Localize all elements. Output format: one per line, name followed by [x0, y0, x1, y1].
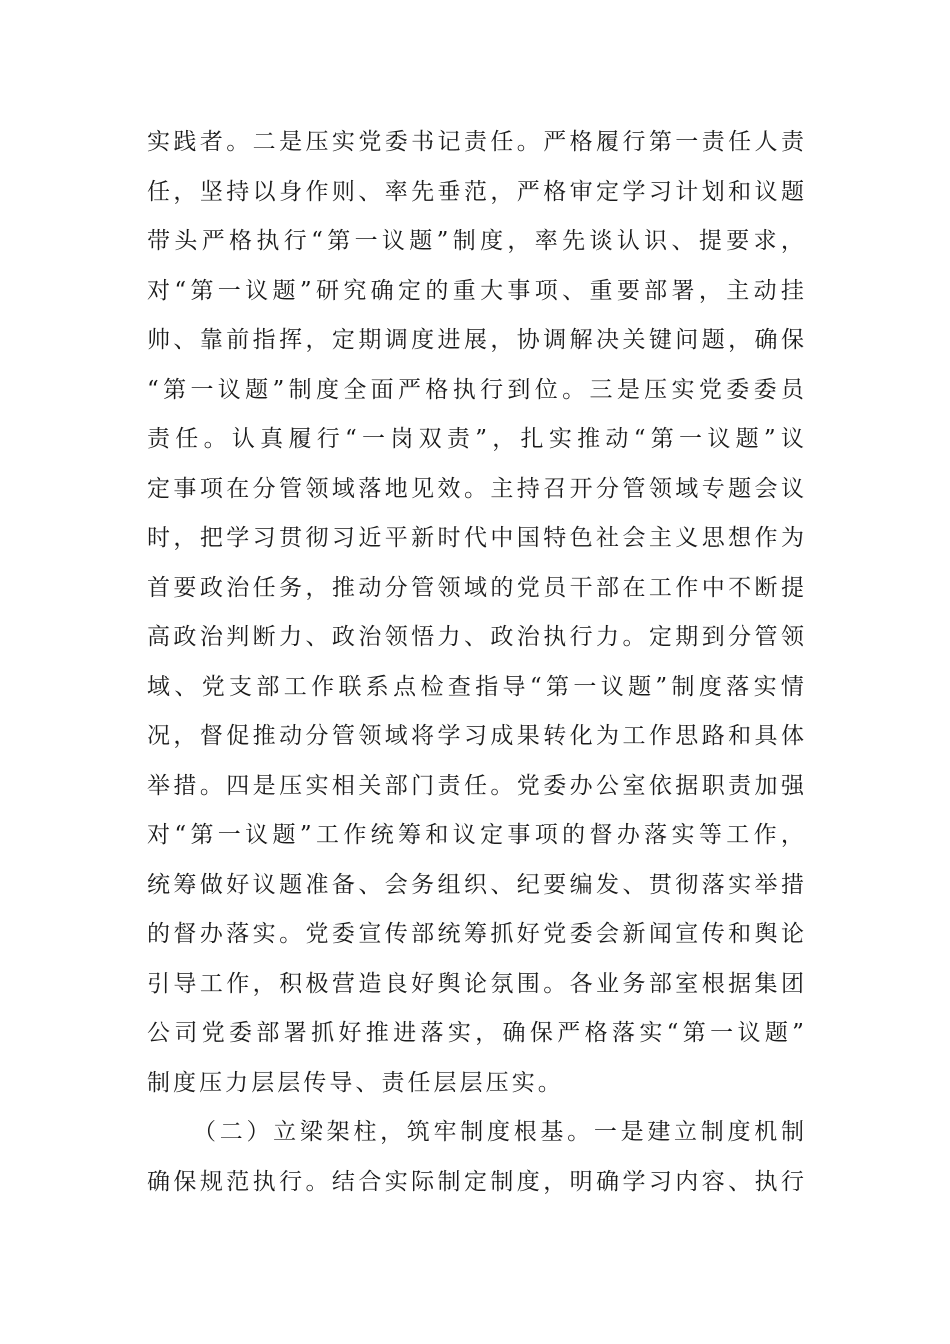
text-line: 公司党委部署抓好推进落实，确保严格落实“第一议题” [147, 1020, 807, 1046]
text-line: 的督办落实。党委宣传部统筹抓好党委会新闻宣传和舆论 [147, 921, 807, 947]
text-line: 确保规范执行。结合实际制定制度，明确学习内容、执行 [147, 1168, 807, 1195]
text-line: 定事项在分管领域落地见效。主持召开分管领域专题会议 [147, 475, 807, 502]
text-line: 实践者。二是压实党委书记责任。严格履行第一责任人责 [147, 129, 807, 155]
text-line: 责任。认真履行“一岗双责”，扎实推动“第一议题”议 [147, 426, 807, 452]
text-line: 高政治判断力、政治领悟力、政治执行力。定期到分管领 [147, 624, 807, 650]
text-line: 带头严格执行“第一议题”制度，率先谈认识、提要求， [147, 228, 807, 254]
text-line: 况，督促推动分管领域将学习成果转化为工作思路和具体 [147, 723, 807, 749]
text-line: 举措。四是压实相关部门责任。党委办公室依据职责加强 [147, 772, 807, 799]
text-line: 对“第一议题”工作统筹和议定事项的督办落实等工作， [147, 822, 807, 848]
text-line: 制度压力层层传导、责任层层压实。 [147, 1069, 564, 1096]
body-text [147, 118, 807, 1207]
text-line: 时，把学习贯彻习近平新时代中国特色社会主义思想作为 [147, 525, 807, 551]
text-line: 任，坚持以身作则、率先垂范，严格审定学习计划和议题 [147, 178, 807, 205]
text-line: 首要政治任务，推动分管领域的党员干部在工作中不断提 [147, 574, 807, 601]
text-line: “第一议题”制度全面严格执行到位。三是压实党委委员 [147, 376, 807, 403]
text-line: 帅、靠前指挥，定期调度进展，协调解决关键问题，确保 [147, 327, 807, 353]
text-line: 对“第一议题”研究确定的重大事项、重要部署，主动挂 [147, 277, 807, 304]
section-heading-line: （二）立梁架柱，筑牢制度根基。一是建立制度机制 [193, 1119, 807, 1145]
text-line: 统筹做好议题准备、会务组织、纪要编发、贯彻落实举措 [147, 871, 807, 898]
text-line: 引导工作，积极营造良好舆论氛围。各业务部室根据集团 [147, 970, 807, 997]
text-line: 域、党支部工作联系点检查指导“第一议题”制度落实情 [147, 673, 807, 700]
